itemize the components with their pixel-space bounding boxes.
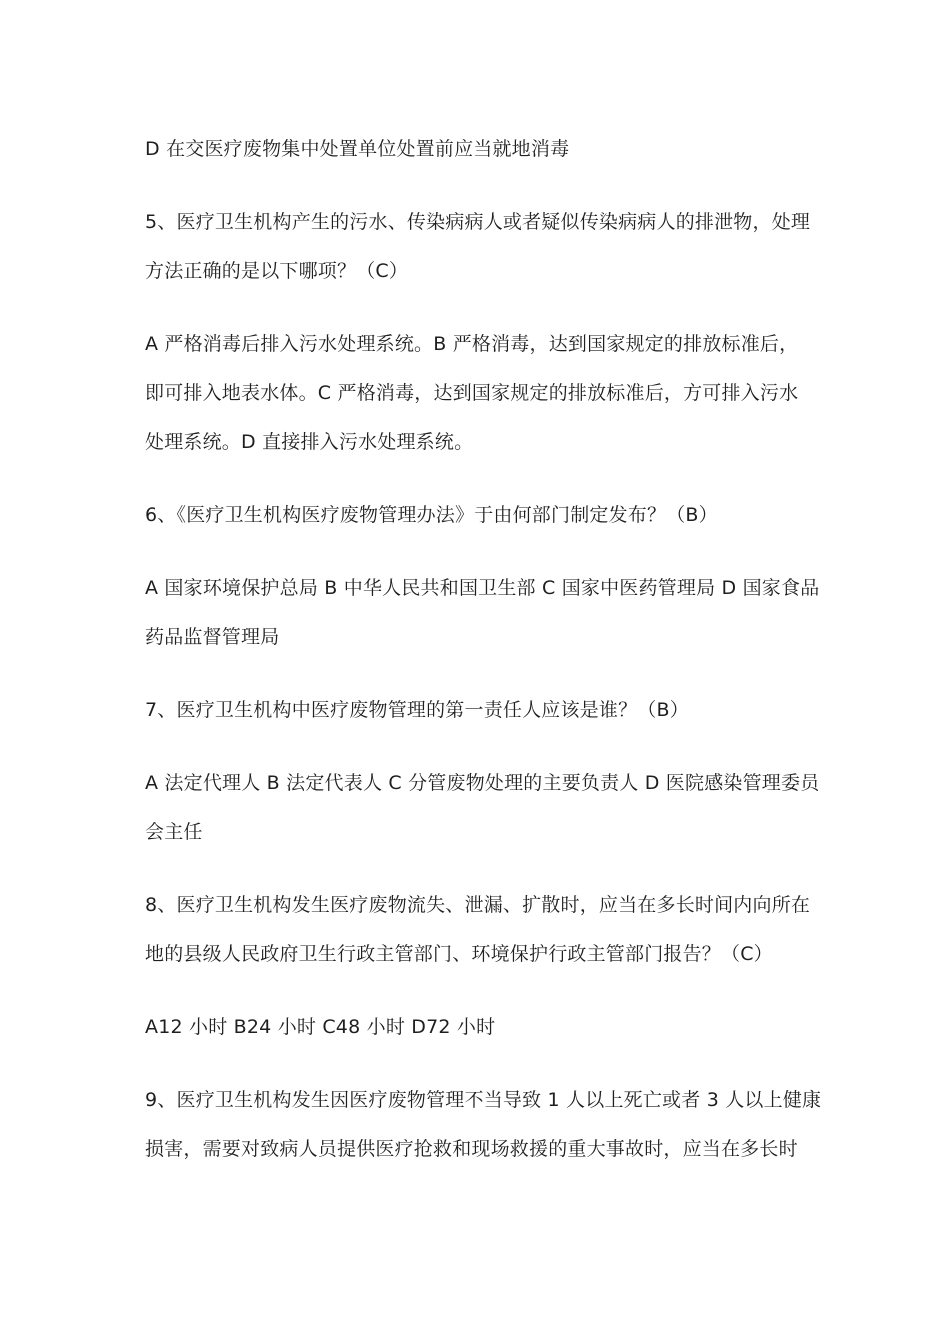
text-line: 方法正确的是以下哪项？（C） xyxy=(145,260,409,282)
question-8-options xyxy=(145,1014,813,1063)
text-line: D 在交医疗废物集中处置单位处置前应当就地消毒 xyxy=(145,138,570,160)
text-line: 会主任 xyxy=(145,821,203,843)
text-line: A 严格消毒后排入污水处理系统。B 严格消毒，达到国家规定的排放标准后， xyxy=(145,333,799,355)
question-9 xyxy=(145,1087,822,1185)
text-line: 7、医疗卫生机构中医疗废物管理的第一责任人应该是谁？（B） xyxy=(145,699,689,721)
text-line: 8、医疗卫生机构发生医疗废物流失、泄漏、扩散时，应当在多长时间内向所在 xyxy=(145,894,811,916)
option-line-d-disinfect xyxy=(145,136,813,185)
question-7 xyxy=(145,697,813,746)
question-7-options xyxy=(145,770,820,868)
text-line: A12 小时 B24 小时 C48 小时 D72 小时 xyxy=(145,1016,496,1038)
text-line: 6、《医疗卫生机构医疗废物管理办法》于由何部门制定发布？（B） xyxy=(145,504,718,526)
text-line: 药品监督管理局 xyxy=(145,626,280,648)
question-5-options xyxy=(145,331,813,478)
text-line: 地的县级人民政府卫生行政主管部门、环境保护行政主管部门报告？（C） xyxy=(145,943,773,965)
text-line: 9、医疗卫生机构发生因医疗废物管理不当导致 1 人以上死亡或者 3 人以上健康 xyxy=(145,1089,822,1111)
document-body xyxy=(145,136,822,1209)
text-line: 5、医疗卫生机构产生的污水、传染病病人或者疑似传染病病人的排泄物，处理 xyxy=(145,211,811,233)
text-line: A 国家环境保护总局 B 中华人民共和国卫生部 C 国家中医药管理局 D 国家食品 xyxy=(145,577,820,599)
text-line: 损害，需要对致病人员提供医疗抢救和现场救援的重大事故时，应当在多长时 xyxy=(145,1138,798,1160)
text-line: 即可排入地表水体。C 严格消毒，达到国家规定的排放标准后，方可排入污水 xyxy=(145,382,799,404)
question-5 xyxy=(145,209,813,307)
question-8 xyxy=(145,892,813,990)
text-line: A 法定代理人 B 法定代表人 C 分管废物处理的主要负责人 D 医院感染管理委员 xyxy=(145,772,820,794)
text-line: 处理系统。D 直接排入污水处理系统。 xyxy=(145,431,474,453)
question-6-options xyxy=(145,575,820,673)
question-6 xyxy=(145,502,813,551)
